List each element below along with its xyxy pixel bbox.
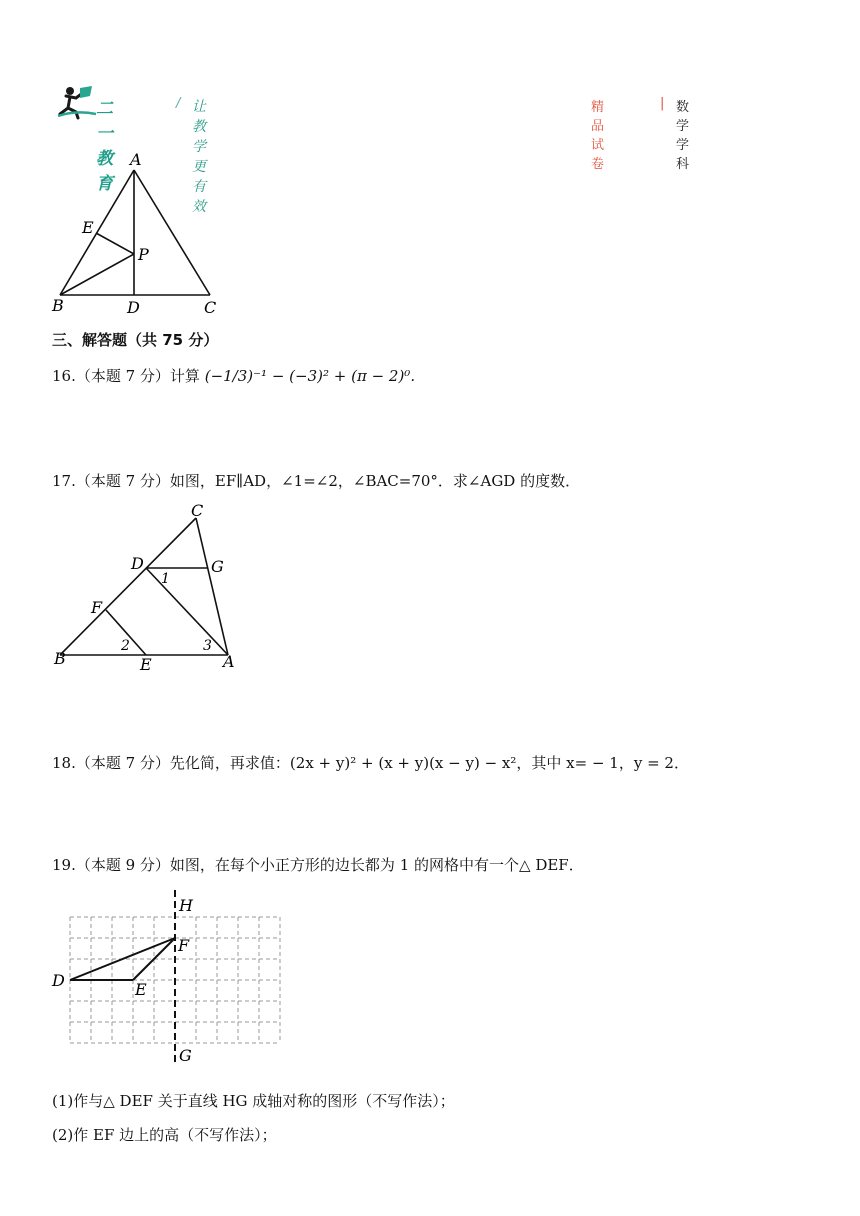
label-f: F — [91, 598, 103, 617]
label-angle-3: 3 — [203, 638, 212, 654]
brand-name: 二一教育 — [96, 99, 113, 194]
header-separator: | — [660, 96, 665, 111]
label-f: F — [178, 936, 190, 955]
figure-q17 — [48, 500, 248, 675]
question-19: 19.（本题 9 分）如图，在每个小正方形的边长都为 1 的网格中有一个△ DEF． — [52, 856, 584, 874]
q16-expression: (−1/3)⁻¹ − (−3)² + (π − 2)⁰. — [204, 367, 416, 385]
q19-part-1: (1)作与△ DEF 关于直线 HG 成轴对称的图形（不写作法）； — [52, 1092, 455, 1110]
label-g: G — [179, 1046, 192, 1065]
label-angle-2: 2 — [121, 638, 130, 654]
label-e: E — [82, 218, 94, 237]
figure-q19-grid — [48, 885, 298, 1070]
brand-logo-icon — [56, 84, 98, 120]
label-d: D — [131, 554, 144, 573]
label-a: A — [223, 652, 235, 671]
brand-slogan: 让教学更有效 — [192, 99, 206, 215]
label-e: E — [135, 980, 147, 999]
header-tag: 精品试卷 — [591, 100, 605, 172]
q19-part-2: (2)作 EF 边上的高（不写作法）； — [52, 1126, 277, 1144]
label-g: G — [211, 557, 224, 576]
label-b: B — [52, 296, 64, 315]
question-18: 18.（本题 7 分）先化简，再求值：(2x + y)² + (x + y)(x − y) − x²，其中 x= − 1，y = 2． — [52, 754, 689, 772]
label-angle-1: 1 — [161, 571, 170, 587]
header-subject: 数学学科 — [676, 100, 690, 172]
q16-prefix: 16.（本题 7 分）计算 — [52, 367, 200, 385]
label-d: D — [127, 298, 140, 317]
label-c: C — [191, 501, 204, 520]
label-h: H — [179, 896, 193, 915]
label-d: D — [52, 971, 65, 990]
header-slash: / — [176, 96, 181, 111]
label-e: E — [140, 655, 152, 674]
label-p: P — [138, 245, 149, 264]
question-16 — [52, 365, 415, 386]
question-17: 17.（本题 7 分）如图，EF∥AD，∠1=∠2，∠BAC=70°．求∠AGD 的度数． — [52, 472, 581, 490]
label-c: C — [204, 298, 217, 317]
label-a: A — [130, 150, 142, 169]
label-b: B — [54, 649, 66, 668]
section-title: 三、解答题（共 75 分） — [52, 331, 219, 349]
figure-triangle-abc — [48, 150, 228, 320]
